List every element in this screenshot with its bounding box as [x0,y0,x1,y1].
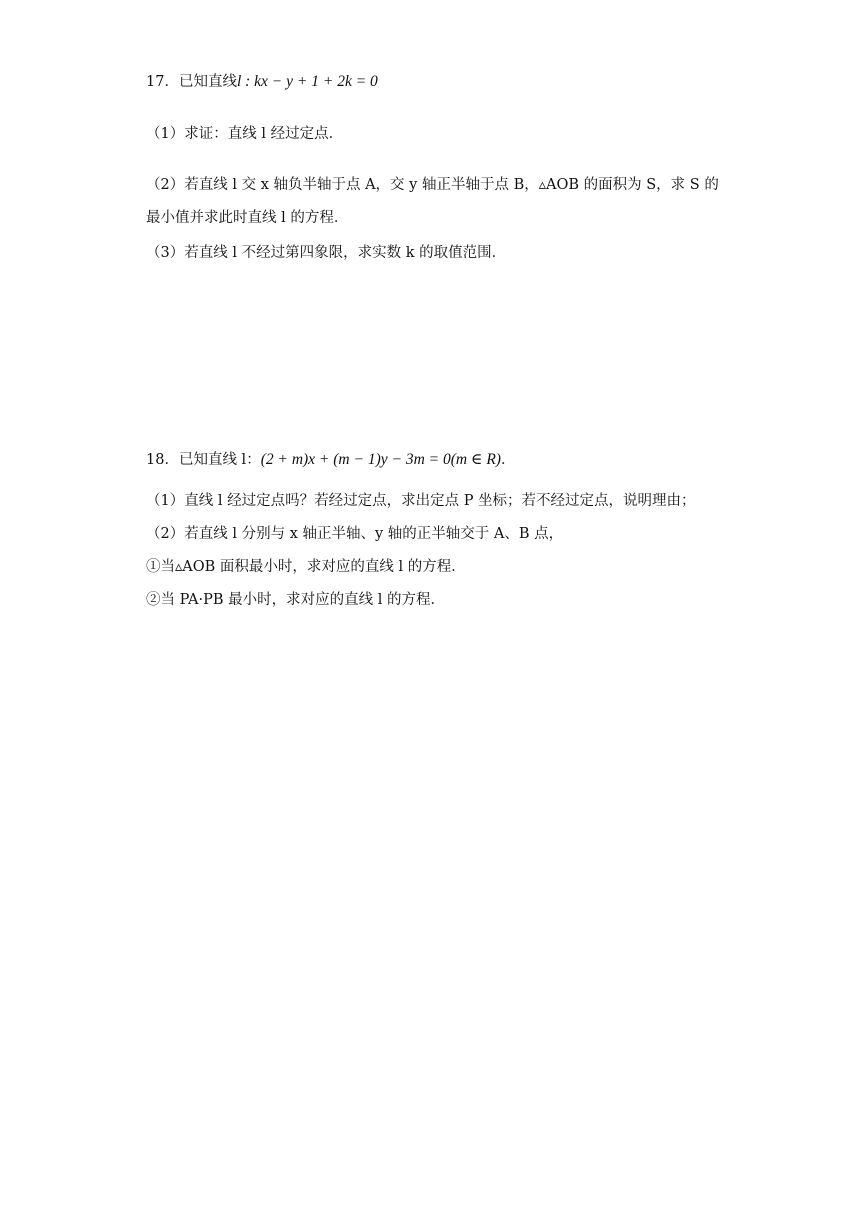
problem-18-part-2: （2）若直线 l 分别与 x 轴正半轴、y 轴的正半轴交于 A、B 点， [146,526,564,542]
problem-18-equation: (2 + m)x + (m − 1)y − 3m = 0(m ∈ R) [260,451,501,468]
problem-18-stem-suffix: ． [500,452,516,468]
problem-17-stem-prefix: 已知直线 [178,74,237,90]
problem-18-stem [146,450,515,470]
problem-17-part-3: （3）若直线 l 不经过第四象限，求实数 k 的取值范围． [146,245,507,261]
problem-17-stem [146,72,378,92]
problem-18-stem-prefix: 已知直线 l： [178,452,261,468]
problem-18-subpart-1: ①当▵AOB 面积最小时，求对应的直线 l 的方程． [146,559,466,575]
problem-17-number: 17． [146,74,179,90]
problem-18-number: 18． [146,452,179,468]
problem-17-part-1: （1）求证：直线 l 经过定点． [146,126,344,142]
problem-17-equation: l : kx − y + 1 + 2k = 0 [236,73,378,90]
problem-18-part-1: （1）直线 l 经过定点吗？若经过定点，求出定点 P 坐标；若不经过定点，说明理由； [146,493,696,509]
problem-17-part-2: （2）若直线 l 交 x 轴负半轴于点 A，交 y 轴正半轴于点 B，▵AOB 的面积为 S，求 S 的 [146,177,719,193]
problem-17-part-2-continued: 最小值并求此时直线 l 的方程． [146,210,349,226]
problem-18-subpart-2: ②当 PA·PB 最小时，求对应的直线 l 的方程． [146,592,445,608]
